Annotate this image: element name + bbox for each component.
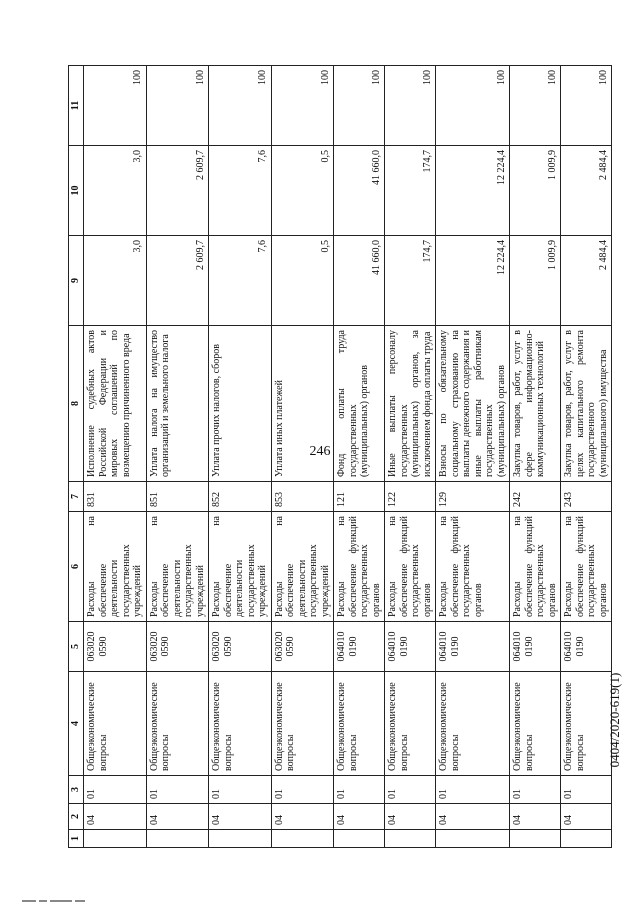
table-cell-c5: 064010 0190 — [436, 622, 510, 672]
table-cell-c9: 1 009,9 — [510, 236, 561, 326]
table-cell-c4: Общеэкономические вопросы — [334, 672, 385, 776]
table-cell-c3: 01 — [146, 776, 209, 804]
table-cell-c5: 064010 0190 — [510, 622, 561, 672]
scan-edge-marks — [22, 892, 112, 898]
table-cell-c10: 0,5 — [271, 146, 334, 236]
table-cell-c11: 100 — [334, 66, 385, 146]
table-cell-c5: 063020 0590 — [209, 622, 272, 672]
table-cell-c3: 01 — [271, 776, 334, 804]
table-container — [68, 66, 609, 848]
table-row — [510, 66, 561, 848]
document-code: 0404/2020-619(1) — [607, 672, 622, 768]
table-cell-c11: 100 — [209, 66, 272, 146]
table-cell-c1 — [271, 830, 334, 848]
table-cell-c8: Иные выплаты персоналу государственных (муниципальных) органов, за исключением фонда оплаты труда — [385, 326, 436, 482]
table-cell-c9: 41 660,0 — [334, 236, 385, 326]
table-header-row — [69, 66, 84, 848]
table-cell-c1 — [84, 830, 147, 848]
table-cell-c1 — [209, 830, 272, 848]
table-cell-c10: 41 660,0 — [334, 146, 385, 236]
table-row — [146, 66, 209, 848]
table-cell-c4: Общеэкономические вопросы — [209, 672, 272, 776]
table-cell-c8: Закупка товаров, работ, услуг в целях капитального ремонта государственного (муниципального) имущества — [561, 326, 612, 482]
table-cell-c11: 100 — [146, 66, 209, 146]
table-cell-c2: 04 — [271, 804, 334, 830]
table-cell-c2: 04 — [385, 804, 436, 830]
table-cell-c11: 100 — [271, 66, 334, 146]
table-cell-c4: Общеэкономические вопросы — [561, 672, 612, 776]
table-cell-c11: 100 — [385, 66, 436, 146]
table-cell-c1 — [436, 830, 510, 848]
col-header-7: 7 — [69, 482, 84, 512]
table-cell-c7: 129 — [436, 482, 510, 512]
table-cell-c7: 121 — [334, 482, 385, 512]
table-cell-c11: 100 — [561, 66, 612, 146]
table-cell-c4: Общеэкономические вопросы — [84, 672, 147, 776]
table-cell-c5: 064010 0190 — [561, 622, 612, 672]
table-cell-c8: Закупка товаров, работ, услуг в сфере информационно-коммуникационных технологий — [510, 326, 561, 482]
table-cell-c5: 063020 0590 — [146, 622, 209, 672]
table-cell-c11: 100 — [510, 66, 561, 146]
table-cell-c8: Фонд оплаты труда государственных (муниципальных) органов — [334, 326, 385, 482]
table-cell-c8: Уплата иных платежей — [271, 326, 334, 482]
table-cell-c2: 04 — [84, 804, 147, 830]
table-cell-c10: 7,6 — [209, 146, 272, 236]
table-cell-c1 — [146, 830, 209, 848]
table-cell-c10: 2 484,4 — [561, 146, 612, 236]
col-header-8: 8 — [69, 326, 84, 482]
table-cell-c6: Расходы на обеспечение функций государственных органов — [561, 512, 612, 622]
table-row — [84, 66, 147, 848]
table-cell-c4: Общеэкономические вопросы — [510, 672, 561, 776]
table-cell-c2: 04 — [209, 804, 272, 830]
table-cell-c7: 242 — [510, 482, 561, 512]
document-code-container — [598, 560, 632, 880]
table-cell-c6: Расходы на обеспечение функций государственных органов — [436, 512, 510, 622]
table-row — [334, 66, 385, 848]
table-row — [209, 66, 272, 848]
table-body — [84, 66, 612, 848]
table-cell-c8: Уплата прочих налогов, сборов — [209, 326, 272, 482]
page-number: 246 — [309, 444, 331, 459]
col-header-6: 6 — [69, 512, 84, 622]
table-cell-c5: 064010 0190 — [334, 622, 385, 672]
table-cell-c4: Общеэкономические вопросы — [146, 672, 209, 776]
table-cell-c7: 852 — [209, 482, 272, 512]
col-header-5: 5 — [69, 622, 84, 672]
table-cell-c1 — [385, 830, 436, 848]
table-cell-c6: Расходы на обеспечение деятельности государственных учреждений — [146, 512, 209, 622]
table-cell-c3: 01 — [84, 776, 147, 804]
col-header-4: 4 — [69, 672, 84, 776]
table-cell-c10: 12 224,4 — [436, 146, 510, 236]
table-cell-c6: Расходы на обеспечение функций государственных органов — [510, 512, 561, 622]
table-cell-c6: Расходы на обеспечение функций государственных органов — [385, 512, 436, 622]
table-cell-c6: Расходы на обеспечение функций государственных органов — [334, 512, 385, 622]
table-cell-c7: 853 — [271, 482, 334, 512]
table-cell-c6: Расходы на обеспечение деятельности государственных учреждений — [209, 512, 272, 622]
col-header-10: 10 — [69, 146, 84, 236]
table-cell-c3: 01 — [436, 776, 510, 804]
table-row — [385, 66, 436, 848]
table-cell-c10: 174,7 — [385, 146, 436, 236]
table-cell-c1 — [334, 830, 385, 848]
table-cell-c7: 831 — [84, 482, 147, 512]
table-cell-c9: 174,7 — [385, 236, 436, 326]
table-row — [271, 66, 334, 848]
table-cell-c2: 04 — [561, 804, 612, 830]
col-header-9: 9 — [69, 236, 84, 326]
table-cell-c7: 243 — [561, 482, 612, 512]
table-cell-c2: 04 — [146, 804, 209, 830]
table-cell-c9: 2 609,7 — [146, 236, 209, 326]
table-cell-c4: Общеэкономические вопросы — [436, 672, 510, 776]
table-cell-c5: 064010 0190 — [385, 622, 436, 672]
col-header-3: 3 — [69, 776, 84, 804]
table-cell-c6: Расходы на обеспечение деятельности государственных учреждений — [84, 512, 147, 622]
table-cell-c3: 01 — [561, 776, 612, 804]
table-cell-c8: Исполнение судебных актов Российской Федерации и мировых соглашений по возмещению причиненного вреда — [84, 326, 147, 482]
table-cell-c3: 01 — [510, 776, 561, 804]
col-header-2: 2 — [69, 804, 84, 830]
table-cell-c7: 851 — [146, 482, 209, 512]
table-cell-c2: 04 — [510, 804, 561, 830]
rotated-table-frame — [68, 66, 609, 848]
table-cell-c3: 01 — [334, 776, 385, 804]
table-cell-c9: 2 484,4 — [561, 236, 612, 326]
table-cell-c5: 063020 0590 — [271, 622, 334, 672]
table-cell-c3: 01 — [385, 776, 436, 804]
table-cell-c1 — [510, 830, 561, 848]
table-cell-c6: Расходы на обеспечение деятельности государственных учреждений — [271, 512, 334, 622]
table-cell-c5: 063020 0590 — [84, 622, 147, 672]
table-cell-c2: 04 — [436, 804, 510, 830]
table-cell-c8: Уплата налога на имущество организаций и земельного налога — [146, 326, 209, 482]
table-cell-c10: 3,0 — [84, 146, 147, 236]
table-cell-c9: 12 224,4 — [436, 236, 510, 326]
table-cell-c3: 01 — [209, 776, 272, 804]
col-header-1: 1 — [69, 830, 84, 848]
table-cell-c7: 122 — [385, 482, 436, 512]
table-cell-c8: Взносы по обязательному социальному страхованию на выплаты денежного содержания и иные выплаты работникам государственных (муниципальных) органов — [436, 326, 510, 482]
table-cell-c10: 1 009,9 — [510, 146, 561, 236]
table-row — [436, 66, 510, 848]
col-header-11: 11 — [69, 66, 84, 146]
table-cell-c9: 3,0 — [84, 236, 147, 326]
table-cell-c9: 7,6 — [209, 236, 272, 326]
table-cell-c4: Общеэкономические вопросы — [385, 672, 436, 776]
table-cell-c4: Общеэкономические вопросы — [271, 672, 334, 776]
table-cell-c9: 0,5 — [271, 236, 334, 326]
budget-table — [68, 65, 612, 848]
table-cell-c2: 04 — [334, 804, 385, 830]
table-cell-c10: 2 609,7 — [146, 146, 209, 236]
table-cell-c11: 100 — [84, 66, 147, 146]
table-cell-c11: 100 — [436, 66, 510, 146]
